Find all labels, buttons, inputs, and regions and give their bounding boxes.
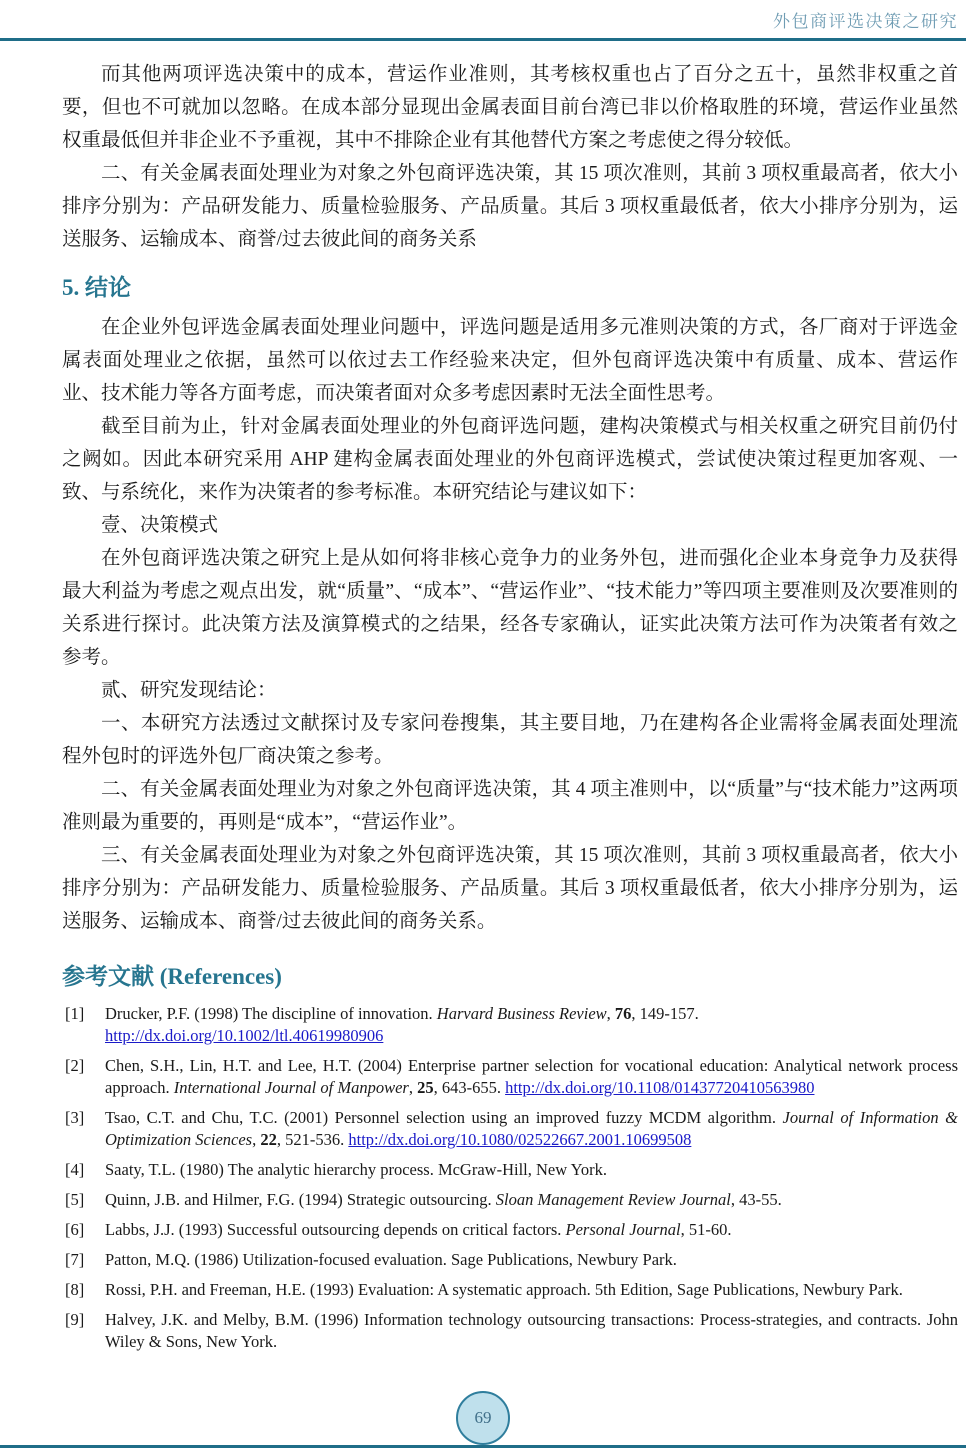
reference-item <box>62 1055 958 1099</box>
paragraph: 壹、决策模式 <box>101 515 219 536</box>
journal-name: Journal of Information & Optimization Sciences <box>105 1108 958 1149</box>
paragraph: 贰、研究发现结论： <box>101 680 277 701</box>
running-head-title: 外包商评选决策之研究 <box>773 12 958 31</box>
reference-item <box>62 1189 958 1211</box>
reference-segment: Drucker, P.F. (1998) The discipline of innovation. <box>105 1004 437 1023</box>
paragraph: 截至目前为止，针对金属表面处理业的外包商评选问题，建构决策模式与相关权重之研究目前仍付之阙如。因此本研究采用 AHP 建构金属表面处理业的外包商评选模式，尝试使决策过程更加客观、一致、与系统化，来作为决策者的参考标准。本研究结论与建议如下： <box>62 416 958 503</box>
reference-item <box>62 1107 958 1151</box>
section-heading-references: 参考文献 (References) <box>62 964 282 989</box>
reference-label: [6] <box>65 1220 85 1239</box>
journal-name: Personal Journal <box>565 1220 681 1239</box>
reference-segment: Halvey, J.K. and Melby, B.M. (1996) Information technology outsourcing transactions: Process-strategies, and contracts. John Wiley & Sons, New York. <box>105 1310 958 1351</box>
reference-item <box>62 1279 958 1301</box>
reference-text <box>105 1056 958 1097</box>
reference-segment: , <box>252 1130 261 1149</box>
reference-text <box>105 1280 903 1299</box>
reference-segment: Saaty, T.L. (1980) The analytic hierarchy process. McGraw-Hill, New York. <box>105 1160 608 1179</box>
reference-segment: , 43-55. <box>730 1190 782 1209</box>
page-body <box>62 58 958 1378</box>
journal-name: Harvard Business Review <box>436 1004 607 1023</box>
reference-segment: Quinn, J.B. and Hilmer, F.G. (1994) Strategic outsourcing. <box>105 1190 496 1209</box>
volume-number: 25 <box>417 1078 434 1097</box>
paragraph: 在外包商评选决策之研究上是从如何将非核心竞争力的业务外包，进而强化企业本身竞争力及获得最大利益为考虑之观点出发，就“质量”、“成本”、“营运作业”、“技术能力”等四项主要准则及次要准则的关系进行探讨。此决策方法及演算模式的之结果，经各专家确认，证实此决策方法可作为决策者有效之参考。 <box>62 548 958 668</box>
reference-text <box>105 1190 782 1209</box>
reference-segment: Chen, S.H., Lin, H.T. and Lee, H.T. (2004) Enterprise partner selection for vocational education: Analytical network process approach. <box>105 1056 958 1097</box>
reference-segment: , 51-60. <box>680 1220 732 1239</box>
reference-label: [4] <box>65 1160 85 1179</box>
reference-item <box>62 1249 958 1271</box>
reference-text <box>105 1108 958 1149</box>
doi-link[interactable]: http://dx.doi.org/10.1080/02522667.2001.10699508 <box>348 1130 692 1149</box>
page-number-badge <box>456 1391 510 1445</box>
volume-number: 22 <box>260 1130 277 1149</box>
paragraph: 在企业外包评选金属表面处理业问题中，评选问题是适用多元准则决策的方式，各厂商对于评选金属表面处理业之依据，虽然可以依过去工作经验来决定，但外包商评选决策中有质量、成本、营运作业、技术能力等各方面考虑，而决策者面对众多考虑因素时无法全面性思考。 <box>62 317 958 404</box>
doi-link[interactable]: http://dx.doi.org/10.1002/ltl.40619980906 <box>105 1026 384 1045</box>
paragraph: 一、本研究方法透过文献探讨及专家问卷搜集，其主要目地，乃在建构各企业需将金属表面处理流程外包时的评选外包厂商决策之参考。 <box>62 713 958 767</box>
journal-name: Sloan Management Review Journal <box>495 1190 731 1209</box>
reference-text <box>105 1160 607 1179</box>
reference-segment: , 149-157. <box>631 1004 699 1023</box>
reference-label: [9] <box>65 1310 85 1329</box>
paragraph: 而其他两项评选决策中的成本，营运作业准则，其考核权重也占了百分之五十，虽然非权重之首要，但也不可就加以忽略。在成本部分显现出金属表面目前台湾已非以价格取胜的环境，营运作业虽然权重最低但并非企业不予重视，其中不排除企业有其他替代方案之考虑使之得分较低。 <box>62 64 958 151</box>
reference-text <box>105 1220 731 1239</box>
section-heading-conclusion: 5. 结论 <box>62 275 131 300</box>
reference-segment: , <box>408 1078 418 1097</box>
journal-name: International Journal of Manpower <box>173 1078 409 1097</box>
section-results <box>62 58 958 256</box>
reference-item <box>62 1159 958 1181</box>
reference-text <box>105 1310 958 1351</box>
reference-label: [2] <box>65 1056 85 1075</box>
reference-label: [8] <box>65 1280 85 1299</box>
reference-item <box>62 1003 958 1047</box>
page-number: 69 <box>474 1408 492 1427</box>
reference-segment: Tsao, C.T. and Chu, T.C. (2001) Personnel selection using an improved fuzzy MCDM algorithm. <box>105 1108 783 1127</box>
reference-item <box>62 1309 958 1353</box>
reference-label: [1] <box>65 1004 85 1023</box>
reference-segment: Labbs, J.J. (1993) Successful outsourcing depends on critical factors. <box>105 1220 566 1239</box>
paragraph: 二、有关金属表面处理业为对象之外包商评选决策，其 4 项主准则中，以“质量”与“技术能力”这两项准则最为重要的，再则是“成本”，“营运作业”。 <box>62 779 958 833</box>
reference-segment: Rossi, P.H. and Freeman, H.E. (1993) Evaluation: A systematic approach. 5th Edition, Sage Publications, Newbury Park. <box>105 1280 903 1299</box>
references-list <box>62 1003 958 1353</box>
reference-text <box>105 1004 699 1045</box>
reference-text <box>105 1250 677 1269</box>
reference-label: [3] <box>65 1108 85 1127</box>
reference-label: [7] <box>65 1250 85 1269</box>
reference-item <box>62 1219 958 1241</box>
paragraph: 三、有关金属表面处理业为对象之外包商评选决策，其 15 项次准则，其前 3 项权重最高者，依大小排序分别为：产品研发能力、质量检验服务、产品质量。其后 3 项权重最低者，依大小排序分别为，运送服务、运输成本、商誉/过去彼此间的商务关系。 <box>62 845 958 932</box>
header-divider <box>0 38 966 41</box>
reference-segment: Patton, M.Q. (1986) Utilization-focused evaluation. Sage Publications, Newbury Park. <box>105 1250 677 1269</box>
reference-segment: , 521-536. <box>276 1130 349 1149</box>
doi-link[interactable]: http://dx.doi.org/10.1108/01437720410563980 <box>505 1078 815 1097</box>
reference-segment: , <box>606 1004 615 1023</box>
volume-number: 76 <box>614 1004 632 1023</box>
reference-segment: , 643-655. <box>433 1078 506 1097</box>
reference-label: [5] <box>65 1190 85 1209</box>
paragraph: 二、有关金属表面处理业为对象之外包商评选决策，其 15 项次准则，其前 3 项权重最高者，依大小排序分别为：产品研发能力、质量检验服务、产品质量。其后 3 项权重最低者，依大小排序分别为，运送服务、运输成本、商誉/过去彼此间的商务关系 <box>62 163 958 250</box>
section-conclusion <box>62 311 958 938</box>
